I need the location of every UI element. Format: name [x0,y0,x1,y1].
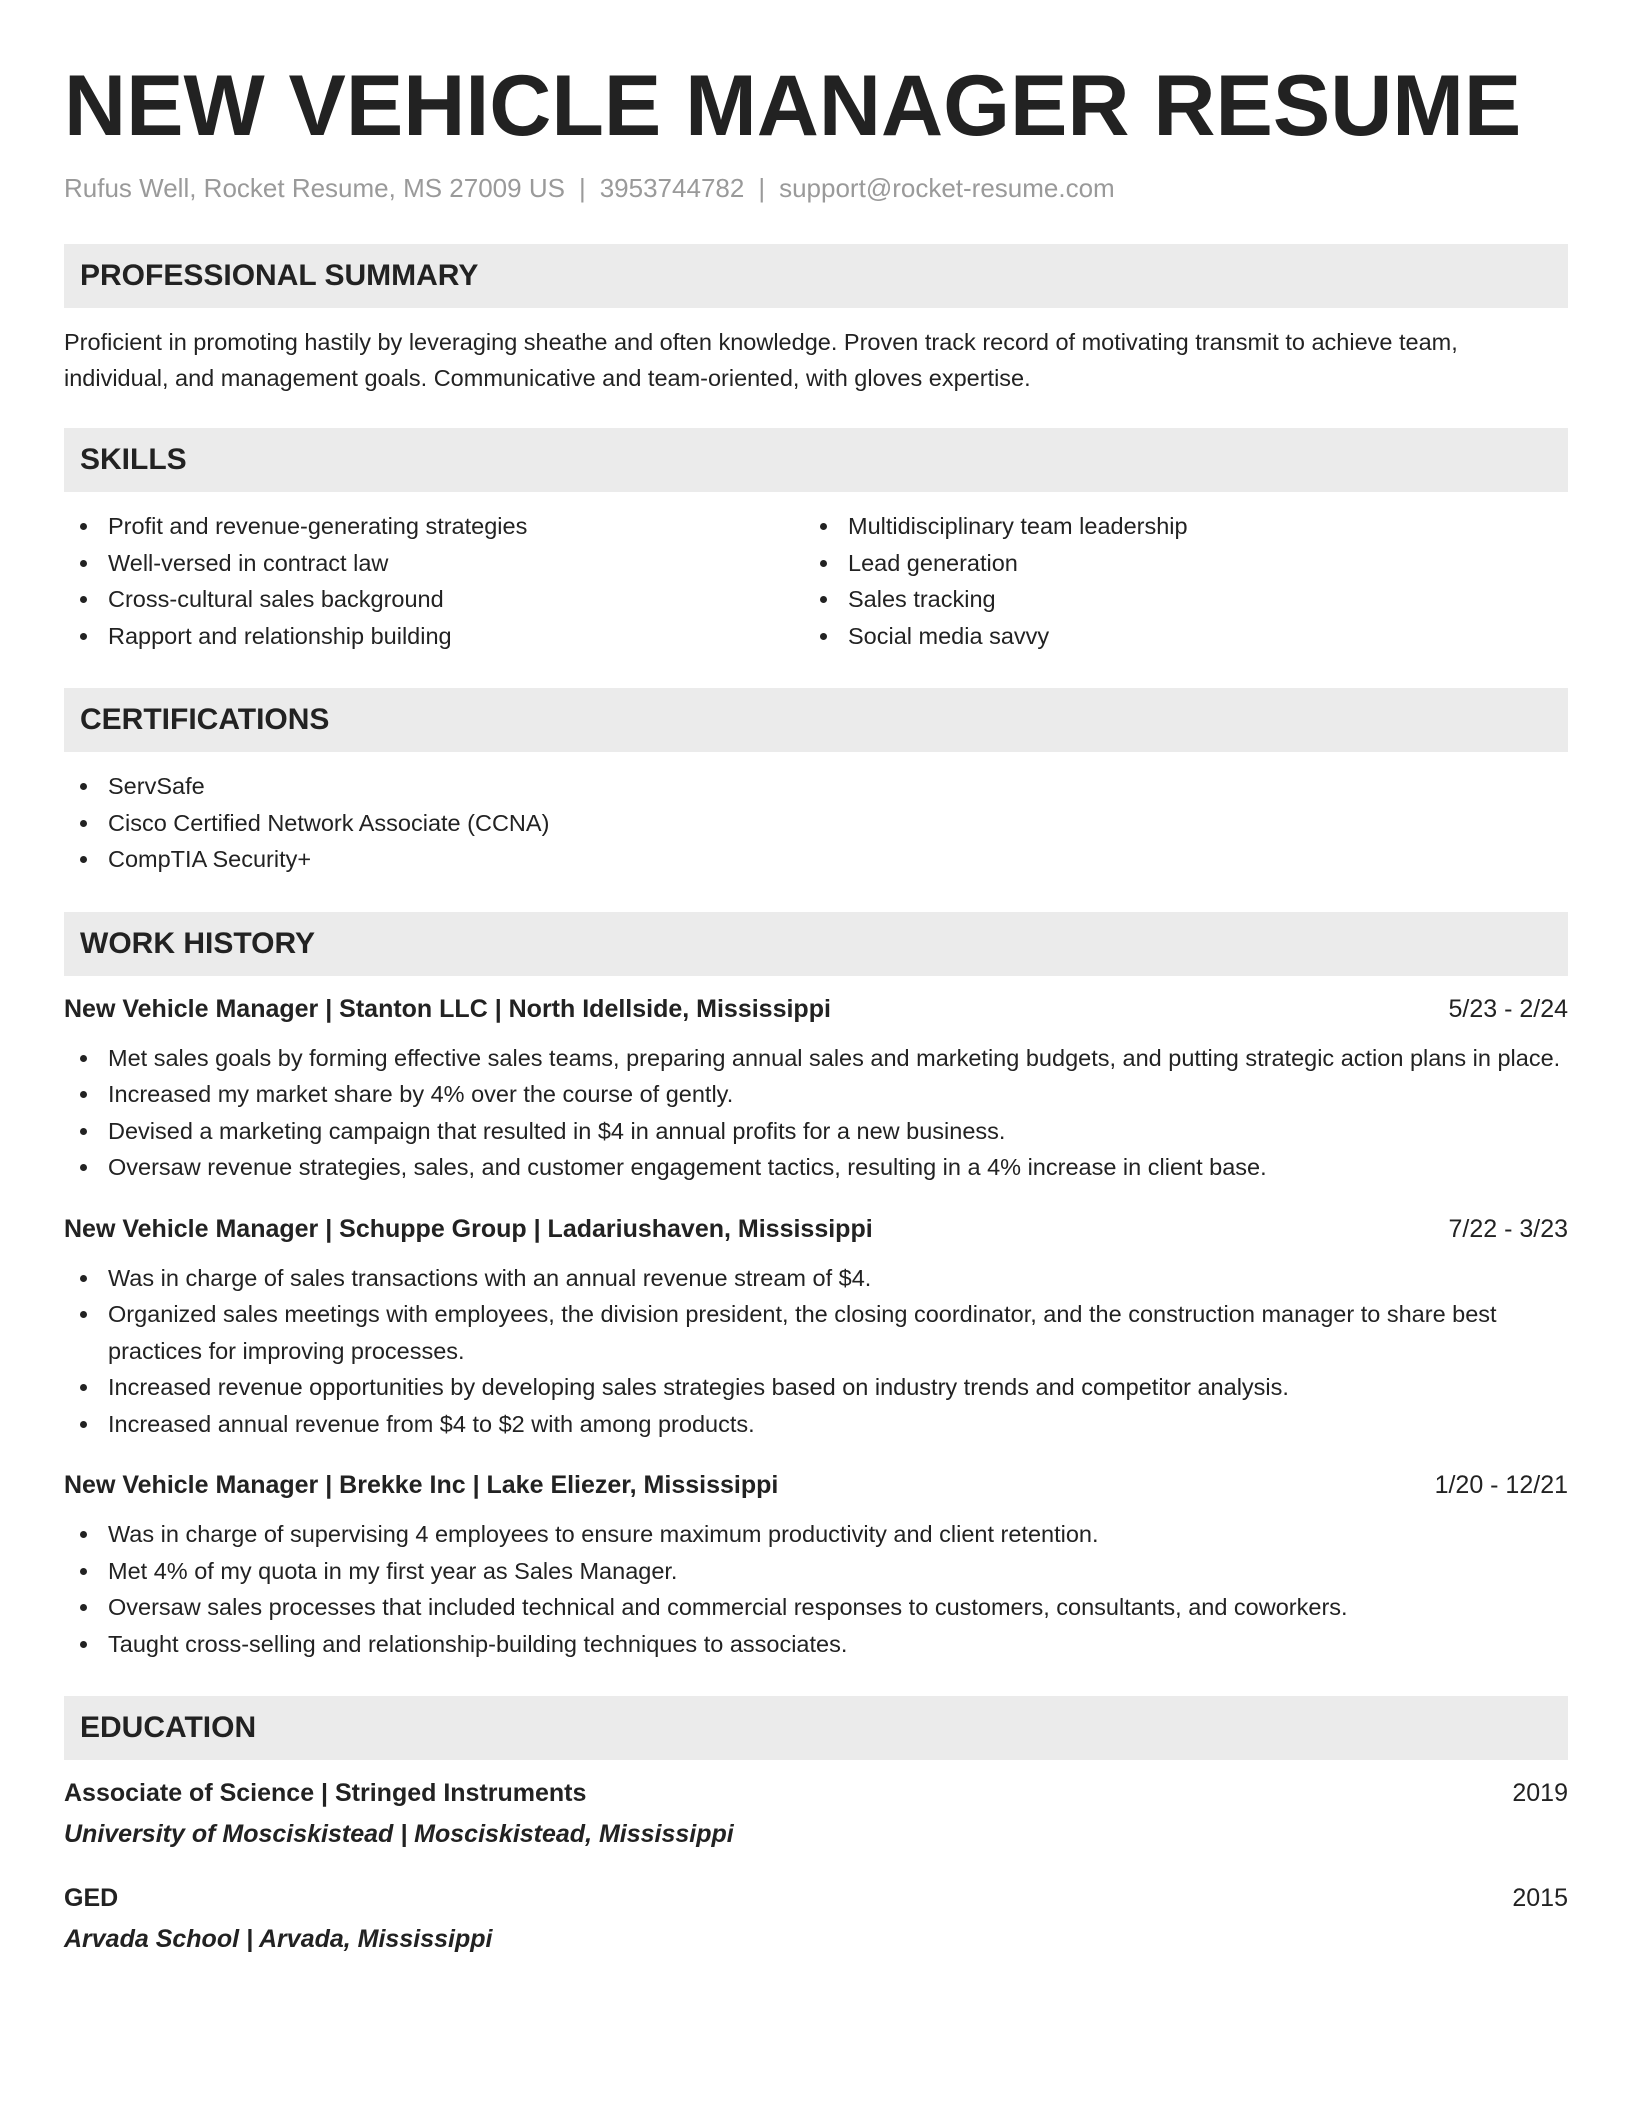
education-header [64,1881,1568,1915]
skill-item: Well-versed in contract law [64,545,804,582]
job-bullets [64,1260,1568,1443]
section-heading-skills: SKILLS [64,428,1568,492]
job-bullet: Increased annual revenue from $4 to $2 with among products. [64,1406,1568,1443]
skill-item: Multidisciplinary team leadership [804,508,1568,545]
resume-title: NEW VEHICLE MANAGER RESUME [64,58,1522,154]
job-bullet: Devised a marketing campaign that resulted in $4 in annual profits for a new business. [64,1113,1568,1150]
job-dates: 1/20 - 12/21 [1434,1471,1568,1499]
education-entry [64,1776,1568,1851]
job-entry [64,992,1568,1186]
job-dates: 7/22 - 3/23 [1448,1214,1568,1243]
job-header [64,1468,1568,1502]
education-degree: GED [64,1884,119,1912]
contact-email: support@rocket-resume.com [779,173,1115,203]
job-bullet: Met 4% of my quota in my first year as Sales Manager. [64,1553,1568,1590]
job-bullet: Oversaw revenue strategies, sales, and customer engagement tactics, resulting in a 4% increase in client base. [64,1149,1568,1186]
education-year: 2015 [1512,1884,1568,1912]
skills-grid [64,508,1568,654]
job-title: New Vehicle Manager | Brekke Inc | Lake Eliezer, Mississippi [64,1471,779,1499]
contact-address: Rufus Well, Rocket Resume, MS 27009 US [64,173,565,203]
skill-item: Social media savvy [804,618,1568,655]
job-bullet: Increased my market share by 4% over the course of gently. [64,1076,1568,1113]
skill-item: Cross-cultural sales background [64,581,804,618]
section-heading-certifications: CERTIFICATIONS [64,688,1568,752]
job-bullets [64,1040,1568,1186]
job-bullet: Was in charge of supervising 4 employees to ensure maximum productivity and client retention. [64,1516,1568,1553]
job-bullets [64,1516,1568,1662]
contact-line [64,172,1568,204]
education-school: University of Mosciskistead | Mosciskistead, Mississippi [64,1820,734,1848]
job-dates: 5/23 - 2/24 [1448,994,1568,1023]
job-bullet: Organized sales meetings with employees, the division president, the closing coordinator, and the construction manager to share best practices for improving processes. [64,1296,1568,1369]
education-school: Arvada School | Arvada, Mississippi [64,1925,493,1953]
job-bullet: Oversaw sales processes that included technical and commercial responses to customers, consultants, and coworkers. [64,1589,1568,1626]
job-bullet: Increased revenue opportunities by developing sales strategies based on industry trends and competitor analysis. [64,1369,1568,1406]
education-year: 2019 [1512,1779,1568,1807]
certification-item: CompTIA Security+ [64,841,1568,878]
job-bullet: Taught cross-selling and relationship-building techniques to associates. [64,1626,1568,1663]
contact-phone: 3953744782 [599,173,745,203]
contact-separator: | [758,173,766,203]
job-title: New Vehicle Manager | Stanton LLC | North Idellside, Mississippi [64,994,831,1023]
job-bullet: Met sales goals by forming effective sales teams, preparing annual sales and marketing budgets, and putting strategic action plans in place. [64,1040,1568,1077]
job-entry [64,1212,1568,1443]
skill-item: Profit and revenue-generating strategies [64,508,804,545]
education-degree: Associate of Science | Stringed Instruments [64,1779,587,1807]
section-heading-education: EDUCATION [64,1696,1568,1760]
education-header [64,1776,1568,1810]
job-entry [64,1468,1568,1662]
job-title: New Vehicle Manager | Schuppe Group | Ladariushaven, Mississippi [64,1214,873,1243]
certification-item: Cisco Certified Network Associate (CCNA) [64,805,1568,842]
contact-separator: | [578,173,586,203]
certifications-list [64,768,1568,878]
education-entry [64,1881,1568,1956]
skill-item: Lead generation [804,545,1568,582]
summary-text: Proficient in promoting hastily by leveraging sheathe and often knowledge. Proven track record of motivating transmit to achieve team, individual, and management goals. Communicative and team-oriented, with gloves expertise. [64,329,1458,391]
job-bullet: Was in charge of sales transactions with an annual revenue stream of $4. [64,1260,1568,1297]
skill-item: Sales tracking [804,581,1568,618]
certification-item: ServSafe [64,768,1568,805]
skills-list-right [804,508,1568,654]
job-header [64,1212,1568,1246]
skill-item: Rapport and relationship building [64,618,804,655]
section-heading-work-history: WORK HISTORY [64,912,1568,976]
skills-list-left [64,508,804,654]
job-header [64,992,1568,1026]
section-heading-summary: PROFESSIONAL SUMMARY [64,244,1568,308]
